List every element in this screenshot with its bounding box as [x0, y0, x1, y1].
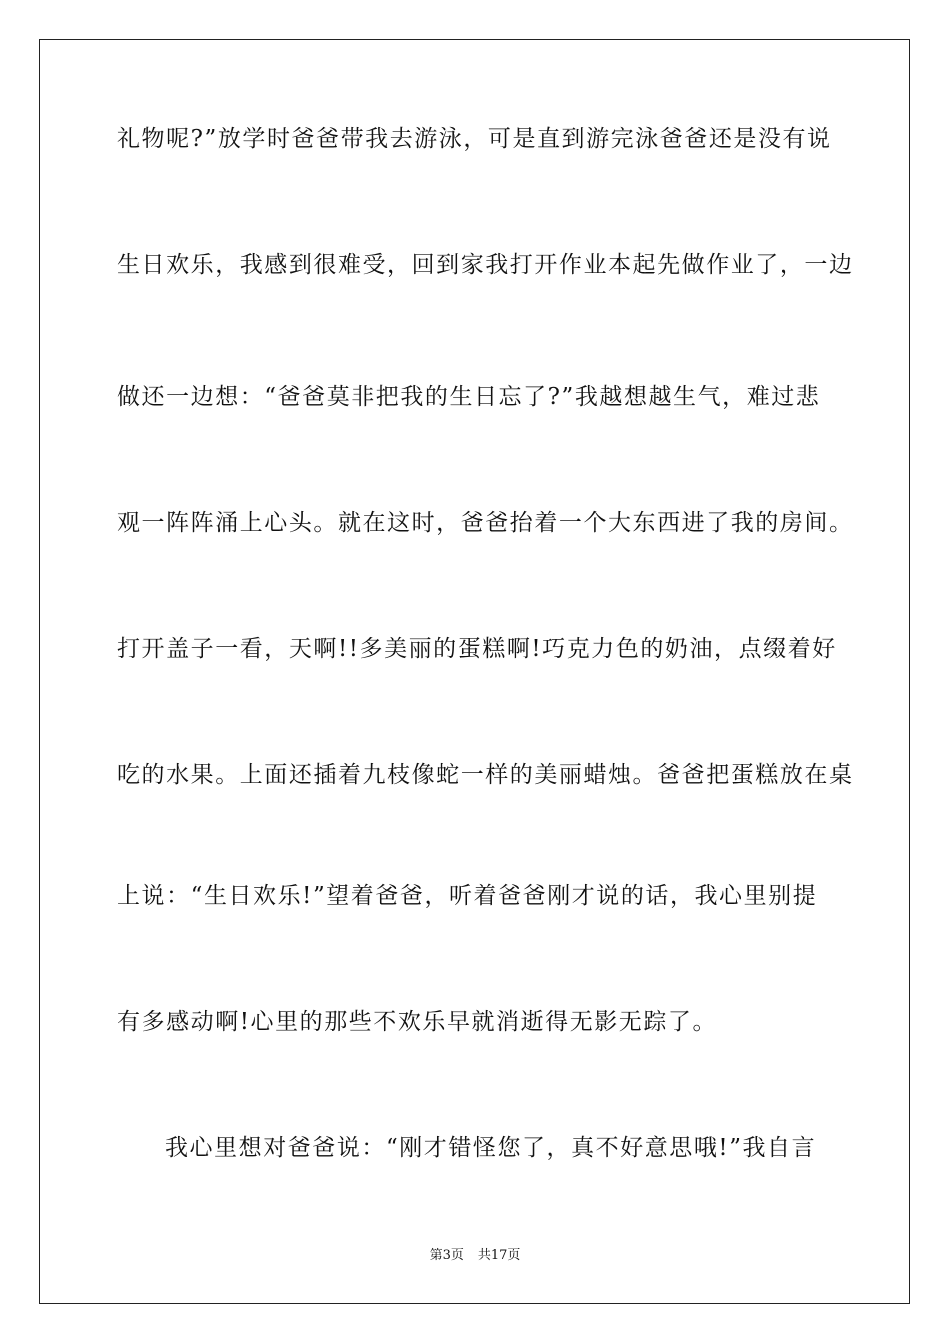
page-border — [39, 39, 910, 1304]
paragraph-line: 礼物呢?”放学时爸爸带我去游泳，可是直到游完泳爸爸还是没有说 — [117, 126, 832, 152]
paragraph-line: 打开盖子一看，天啊!!多美丽的蛋糕啊!巧克力色的奶油，点缀着好 — [117, 636, 837, 662]
paragraph-line: 做还一边想：“爸爸莫非把我的生日忘了?”我越想越生气，难过悲 — [117, 384, 821, 410]
paragraph-line: 上说：“生日欢乐!”望着爸爸，听着爸爸刚才说的话，我心里别提 — [117, 883, 818, 909]
paragraph-line: 生日欢乐，我感到很难受，回到家我打开作业本起先做作业了，一边 — [117, 252, 854, 278]
paragraph-line: 吃的水果。上面还插着九枝像蛇一样的美丽蜡烛。爸爸把蛋糕放在桌 — [117, 762, 854, 788]
page-total: 共17页 — [477, 1248, 521, 1263]
paragraph-line: 有多感动啊!心里的那些不欢乐早就消逝得无影无踪了。 — [117, 1009, 717, 1035]
paragraph-line: 我心里想对爸爸说：“刚才错怪您了，真不好意思哦!”我自言 — [165, 1135, 817, 1161]
page-number: 第3页 — [429, 1248, 464, 1263]
paragraph-line: 观一阵阵涌上心头。就在这时，爸爸抬着一个大东西进了我的房间。 — [117, 510, 854, 536]
page-footer — [0, 1248, 950, 1264]
